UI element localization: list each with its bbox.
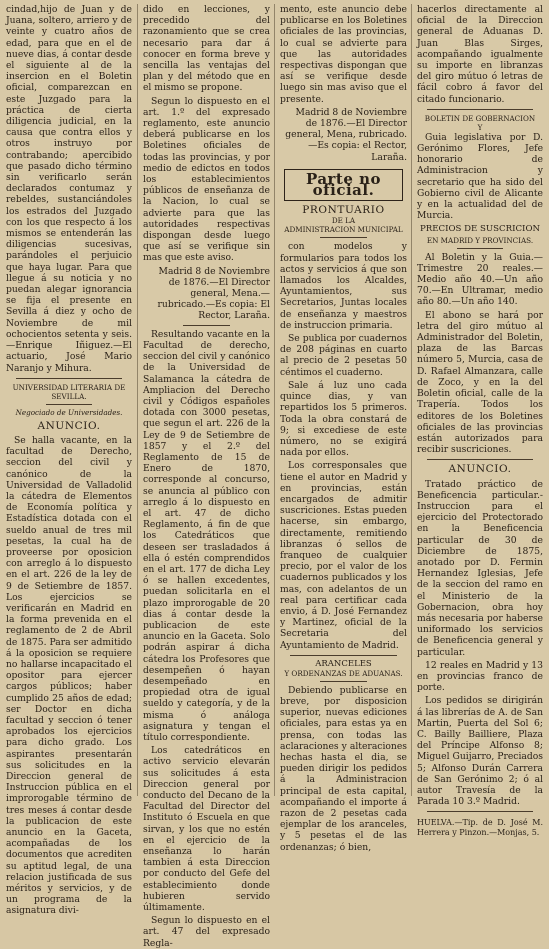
divider [457, 248, 503, 249]
divider [16, 378, 122, 379]
ordenanzas-heading: Y ORDENANZAS DE ADUANAS. [284, 668, 403, 678]
prontuario-text: Los corresponsales que tiene el autor en Madrid y en provincias, están encargados de admitir suscriciones. Estas pueden hacerse, sin embargo, directamente, remitiendo libranzas ó sellos de franqueo de cualquier precio, por el valor de los cuadernos publicados y los mas, con adelantos de un real para certificar cada envio, á D. José Fernandez y Martinez, oficial de la Secretaria del Ayuntamiento de Madrid. [280, 460, 407, 651]
announcement-text: mento, este anuncio debe publicarse en los Boletines oficiales de las provincias, lo cual se advierte para que las autoridades respectivas dispongan que así se verifique desde luego sin mas aviso que el presente. [280, 4, 407, 105]
aranceles-text-cont: hacerlos directamente al oficial de la Direccion general de Aduanas D. Juan Blas Sirges, acompañando igualmente su importe en libranzas del giro mútuo ó letras de fácil cobro á favor del citado funcionario. [417, 4, 543, 105]
aranceles-text: Debiendo publicarse en breve, por disposicion superior, nuevas ediciones oficiales, para estas ya en prensa, con todas las aclaraciones y alteraciones hechas hasta el dia, se pueden dirigir los pedidos á la Administracion principal de esta capital, acompañando el importe á razon de 2 pesetas cada ejemplar de los aranceles, y 5 pesetas el de las ordenanzas; ó bien, [280, 684, 407, 853]
announcement-text: Los pedidos se dirigirán á las librerías de A. de San Martin, Puerta del Sol 6; C. Bailly Bailliere, Plaza del Príncipe Alfonso 8; Miguel Guijarro, Preciados 5; Alfonso Durán Carrera de San Gerónimo 2; ó al autor Travesía de la Parada 10 3.º Madrid. [417, 695, 543, 808]
university-announcement: Se halla vacante, en la facultad de Derecho, seccion del civil y canónico de la Universidad de Valladolid la cátedra de Elementos de Economía política y Estadística dotada con el sueldo anual de tres mil pesetas, la cual ha de proveerse por oposicion con arreglo á lo dispuesto en el art. 226 de la ley de 9 de Setiembre de 1857. Los ejercicios se verificarán en Madrid en la forma prevenida en el reglamento de 2 de Abril de 1875. Para ser admitido á la oposicion se requiere no hallarse incapacitado el opositor para ejercer cargos públicos; haber cumplido 25 años de edad; ser Doctor en dicha facultad y seccion ó tener aprobados los ejercicios para dicho grado. Los aspirantes presentarán sus solicitudes en la Direccion general de Instruccion pública en el improrogable término de tres meses á contar desde la publicacion de este anuncio en la Gaceta, acompañadas de los documentos que acrediten su aptitud legal, de una relacion justificada de sus méritos y servicios, y de un programa de la asignatura divi- [6, 434, 133, 917]
divider [427, 811, 533, 812]
announcement-text: dido en lecciones, y precedido del razonamiento que se crea necesario para dar á conocer en forma breve y sencilla las ventajas del plan y del método que en el mismo se propone. [143, 4, 270, 94]
divider [427, 459, 533, 460]
divider [320, 681, 367, 682]
vacancy-text: Resultando vacante en la Facultad de derecho, seccion del civil y canónico de la Universidad de Salamanca la cátedra de Ampliacion del Derecho civil y Códigos españoles dotada con 3000 pesetas, que segun el art. 226 de la Ley de 9 de Setiembre de 1857 y el 2.º del Reglamento de 15 de Enero de 1870, corresponde al concurso, se anuncia al público con arreglo á lo dispuesto en el art. 47 de dicho Reglamento, á fin de que los Catedráticos que deseen ser trasladados á ella ó estén comprendidos en el art. 177 de dicha Ley ó se hallen excedentes, puedan solicitarla en el plazo improrogable de 20 dias á contar desde la publicacion de este anuncio en la Gaceta. Solo podrán aspirar á dicha cátedra los Profesores que desempeñen ó hayan desempeñado en propiedad otra de igual sueldo y categoría, y de la misma ó análoga asignatura y tengan el título correspondiente. [143, 328, 270, 743]
boletin-text: Guia legislativa por D. Gerónimo Flores, Jefe honorario de Administracion y secretario que ha sido del Gobierno civil de Alicante y en la actualidad del de Murcia. [417, 131, 543, 222]
university-title: UNIVERSIDAD LITERARIA DE SEVILLA. [12, 382, 126, 401]
prontuario-heading: PRONTUARIO [302, 204, 385, 217]
divider [183, 325, 230, 326]
vacancy-text: Los catedráticos en activo servicio elevarán sus solicitudes á esta Direccion general por conducto del Decano de la Facultad del Director del Instituto ó Escuela en que sirvan, y los que no estén en el ejercicio de la enseñanza lo harán tambien á esta Direccion por conducto del Gefe del establecimiento donde hubieren servido últimamente. [143, 745, 270, 914]
boletin-heading: BOLETIN DE GOBERNACION [424, 113, 536, 123]
aranceles-heading: ARANCELES [315, 658, 372, 669]
announcement-text: Tratado práctico de Beneficencia particular.-Instruccion para el ejercicio del Protectorado en la Beneficencia particular de 30 de Diciembre de 1875, anotado por D. Fermin Hernandez Iglesias, Jefe de la seccion del ramo en el Ministerio de la Gobernacion, obra hoy más necesaria por haberse uniformado los servicios de Beneficencia general y particular. [417, 478, 543, 658]
column-rule [411, 4, 412, 796]
vacancy-text: Segun lo dispuesto en el art. 47 del expresado Regla- [143, 915, 270, 949]
column-rule [274, 4, 275, 796]
column-3 [280, 4, 407, 853]
divider [46, 404, 92, 405]
column-rule [137, 4, 138, 796]
date-signature: Madrid 8 de Noviembre de 1876.—El Director general, Mena, rubricado.—Es copia: el Rector, Laraña. [285, 106, 407, 163]
precios-text: El abono se hará por letra del giro mútuo al Administrador del Boletin, plaza de las Barcas número 5, Murcia, casa de D. Rafael Almanzara, calle de Zoco, y en la del Boletin oficial, calle de la Trapería. Todos los editores de los Boletines oficiales de las provincias están autorizados para recibir suscriciones. [417, 309, 543, 456]
announcement-text: 12 reales en Madrid y 13 en provincias franco de porte. [417, 659, 543, 694]
precios-subheading: EN MADRID Y PROVINCIAS. [426, 235, 534, 245]
precios-text: Al Boletin y la Guia.—Trimestre 20 reales.—Medio año 40.—Un año 70.—En Ultramar, medio año 80.—Un año 140. [417, 251, 543, 308]
column-1 [6, 4, 133, 917]
divider [427, 109, 533, 110]
boletin-y: Y [477, 122, 483, 132]
section-title-box: Parte no oficial. [284, 169, 403, 201]
precios-heading: PRECIOS DE SUSCRICION [419, 224, 541, 235]
prontuario-subtitle: ADMINISTRACION MUNICIPAL [284, 225, 403, 235]
column-4 [417, 4, 543, 838]
prontuario-de-la: DE LA [331, 216, 356, 226]
divider [290, 655, 397, 656]
announcement-heading: ANUNCIO. [37, 419, 101, 432]
announcement-heading: ANUNCIO. [448, 463, 512, 476]
prontuario-text: Se publica por cuadernos de 208 páginas en cuarto al precio de 2 pesetas 50 céntimos el cuaderno. [280, 333, 407, 378]
edict-text: cindad,hijo de Juan y de Juana, soltero, arriero y de veinte y cuatro años de edad, para que en el de nueve dias, á contar desde el siguiente al de la insercion en el Boletin oficial, comparezcan en este Juzgado para la práctica de cierta diligencia judicial, en la causa que contra ellos y otros instruyo por contrabando; apercibido que pasado dicho término sin verificarlo serán declarados contumaz y rebeldes, sustanciándoles los estrados del Juzgado con los que respecto á los mismos se entenderán las diligencias sucesivas, parándoles el perjuicio que haya lugar. Para que llegue á su noticia y no puedan alegar ignorancia se fija el presente en Sevilla á diez y ocho de Noviembre de mil ochocientos setenta y seis.—Enrique Iñiguez.—El actuario, José Mario Naranjo y Mihura. [6, 4, 132, 374]
prontuario-text: Sale á luz uno cada quince dias, y van repartidos los 5 primeros. Toda la obra constará de 9; si excediese de este número, no se exigirá nada por ellos. [280, 379, 407, 459]
column-2 [143, 4, 270, 949]
divider [320, 237, 367, 238]
university-subtitle: Negociado de Universidades. [15, 407, 123, 417]
announcement-text: Segun lo dispuesto en el art. 1.º del expresado reglamento, este anuncio deberá publicarse en los Boletines oficiales de todas las provincias, y por medio de edictos en todos los establecimientos públicos de enseñanza de la Nacion, lo cual se advierte para que las autoridades respectivas dispongan desde luego que así se verifique sin mas que este aviso. [143, 95, 270, 264]
prontuario-text: con modelos y formularios para todos los actos y servicios á que son llamados los Alcaldes, Ayuntamientos, sus Secretarios, Juntas locales de enseñanza y maestros de instruccion primaria. [280, 241, 407, 331]
printer-imprint: HUELVA.—Tip. de D. José M. Herrera y Pinzon.—Monjas, 5. [417, 818, 543, 838]
date-signature: Madrid 8 de Noviembre de 1876.—El Director general, Mena.—rubricado.—Es copia: El Rector, Laraña. [157, 265, 270, 322]
